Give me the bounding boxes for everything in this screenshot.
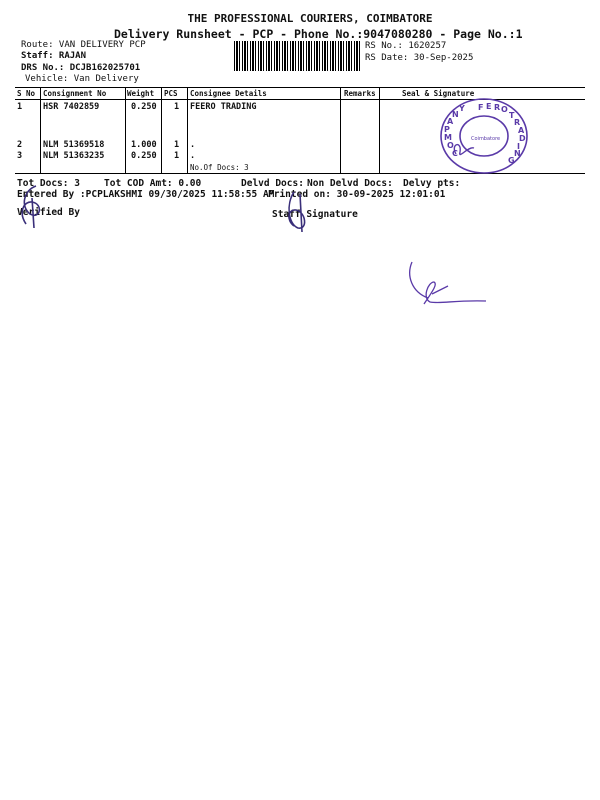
svg-text:O: O — [447, 141, 454, 150]
svg-text:Y: Y — [459, 104, 465, 113]
row-consignee: . — [190, 151, 196, 161]
svg-text:P: P — [444, 125, 450, 134]
printed-on: Printed on: 30-09-2025 12:01:01 — [268, 189, 446, 200]
staff-signature-label: Staff Signature — [272, 209, 358, 220]
row-consignment: HSR 7402859 — [43, 102, 100, 112]
rs-date: RS Date: 30-Sep-2025 — [365, 53, 474, 63]
staff-signature-mark — [280, 190, 320, 234]
row-sno: 3 — [17, 151, 23, 161]
vehicle-label: Vehicle: Van Delivery — [25, 74, 139, 84]
svg-text:R: R — [514, 118, 521, 127]
company-seal-stamp — [438, 96, 530, 176]
svg-text:R: R — [494, 103, 501, 112]
svg-text:O: O — [501, 105, 508, 114]
tot-cod-amt: Tot COD Amt: 0.00 — [104, 178, 202, 189]
col-header-pcs: PCS — [164, 89, 178, 98]
column-divider — [161, 87, 162, 174]
svg-text:N: N — [452, 110, 459, 119]
row-weight: 0.250 — [131, 151, 157, 161]
col-header-remarks: Remarks — [344, 89, 376, 98]
receiver-signature — [402, 252, 492, 312]
tot-docs: Tot Docs: 3 — [17, 178, 80, 189]
column-divider — [379, 87, 380, 174]
verified-signature — [14, 184, 54, 228]
row-weight: 0.250 — [131, 102, 157, 112]
svg-text:I: I — [517, 142, 520, 151]
column-divider — [40, 87, 41, 174]
row-consignment: NLM 51363235 — [43, 151, 105, 161]
col-header-weight: Weight — [127, 89, 155, 98]
non-delvd-docs: Non Delvd Docs: — [307, 178, 393, 189]
runsheet-subtitle: Delivery Runsheet - PCP - Phone No.:9047080280 - Page No.:1 — [114, 27, 523, 41]
staff-label: Staff: RAJAN — [21, 51, 87, 61]
verified-by-label: Verified By — [17, 207, 80, 218]
svg-text:T: T — [509, 111, 515, 120]
route-label: Route: VAN DELIVERY PCP — [21, 40, 146, 50]
svg-text:N: N — [514, 149, 521, 158]
svg-text:D: D — [519, 134, 526, 143]
row-consignment: NLM 51369518 — [43, 140, 105, 150]
svg-text:Coimbatore: Coimbatore — [471, 136, 501, 142]
row-weight: 1.000 — [131, 140, 157, 150]
col-header-consignment: Consignment No — [43, 89, 107, 98]
company-title: THE PROFESSIONAL COURIERS, COIMBATORE — [187, 12, 433, 25]
svg-text:E: E — [486, 102, 492, 111]
rs-number: RS No.: 1620257 — [365, 41, 447, 51]
column-divider — [340, 87, 341, 174]
row-pcs: 1 — [174, 140, 180, 150]
svg-text:M: M — [444, 133, 452, 142]
row-sno: 2 — [17, 140, 23, 150]
svg-text:G: G — [508, 156, 515, 165]
barcode — [234, 41, 360, 71]
column-divider — [187, 87, 188, 174]
no-of-docs: No.Of Docs: 3 — [190, 163, 249, 172]
delvy-pts: Delvy pts: — [403, 178, 461, 189]
svg-text:A: A — [447, 117, 454, 126]
col-header-seal-signature: Seal & Signature — [402, 89, 475, 98]
col-header-consignee: Consignee Details — [190, 89, 267, 98]
svg-text:C: C — [452, 149, 458, 158]
drs-number: DRS No.: DCJB162025701 — [21, 63, 141, 73]
row-pcs: 1 — [174, 151, 180, 161]
row-pcs: 1 — [174, 102, 180, 112]
col-header-sno: S No — [17, 89, 36, 98]
row-sno: 1 — [17, 102, 23, 112]
entered-by: Entered By :PCPLAKSHMI 09/30/2025 11:58:55 AM — [17, 189, 275, 200]
column-divider — [125, 87, 126, 174]
svg-text:A: A — [518, 126, 525, 135]
row-consignee: . — [190, 140, 196, 150]
svg-text:F: F — [478, 103, 484, 112]
row-consignee: FEERO TRADING — [190, 102, 257, 112]
table-top-rule — [15, 87, 585, 88]
delvd-docs: Delvd Docs: — [241, 178, 304, 189]
